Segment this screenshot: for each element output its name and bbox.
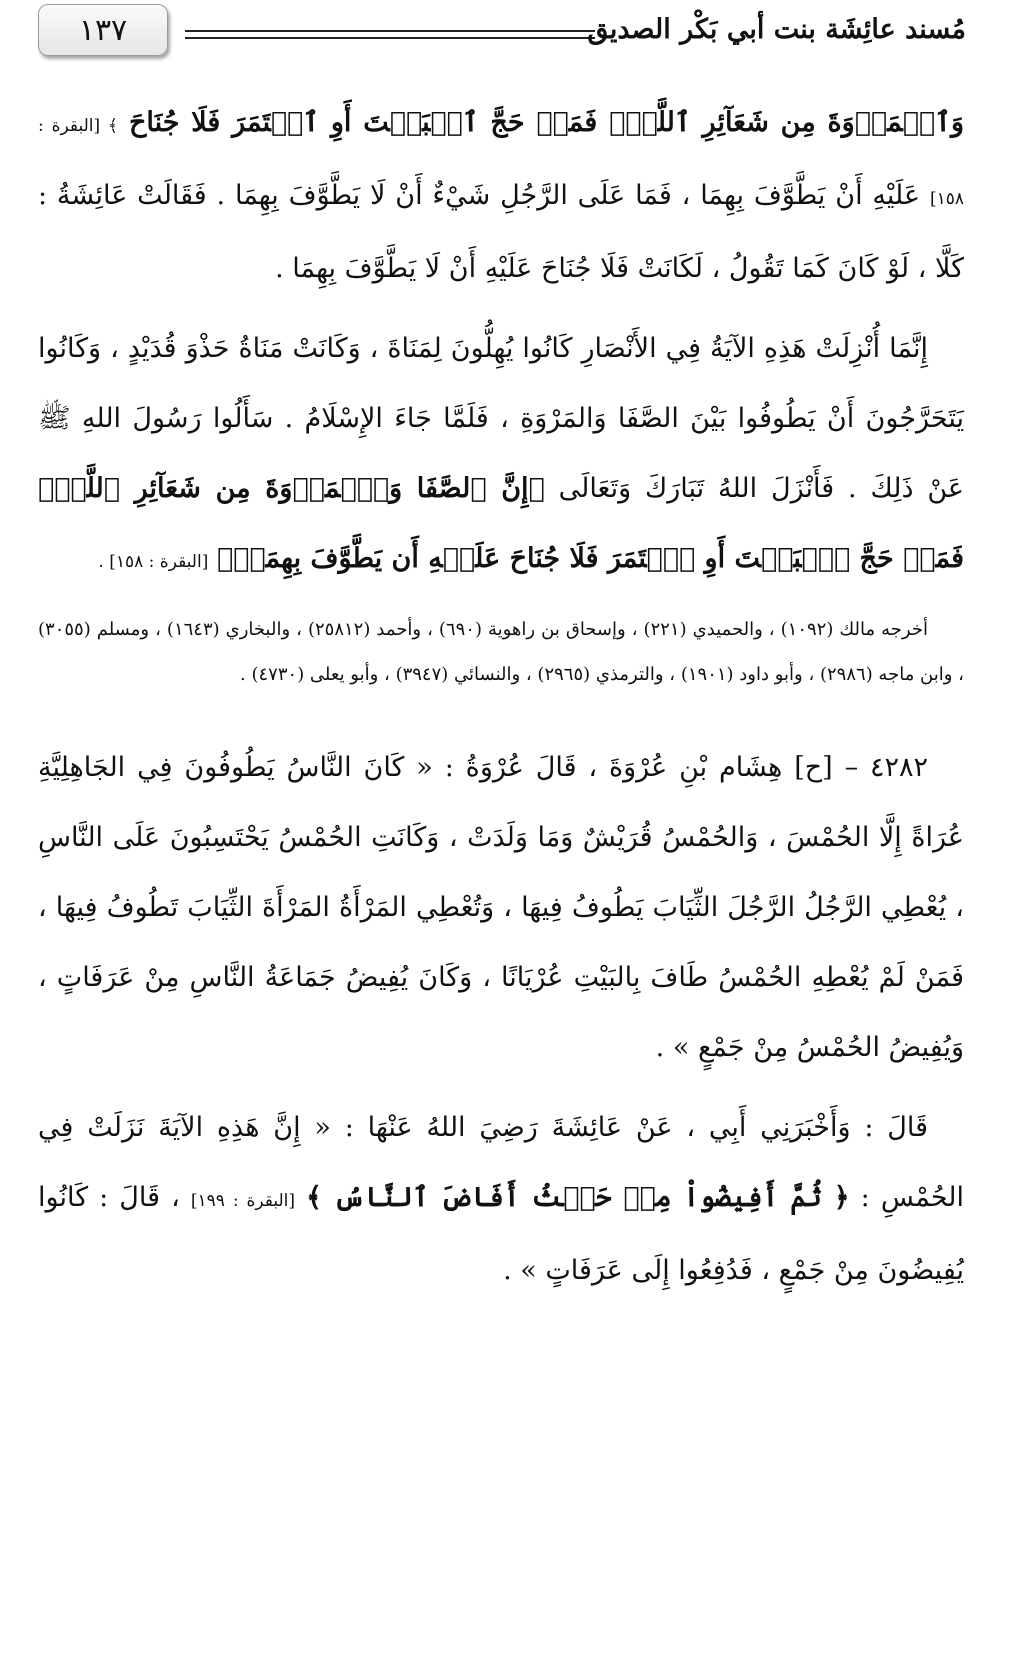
hadith-number: ٤٢٨٢ – [ح]	[794, 752, 928, 783]
paragraph-text: عَلَيْهِ أَنْ يَطَّوَّفَ بِهِمَا ، فَمَا عَلَى الرَّجُلِ شَيْءٌ أَنْ لَا يَطَّوَّفَ بِهِمَا . فَقَالَتْ عَائِشَةُ : كَلَّا ، لَوْ كَانَ كَمَا تَقُولُ ، لَكَانَتْ فَلَا جُنَاحَ عَلَيْهِ أَنْ لَا يَطَّوَّفَ بِهِمَا .	[38, 180, 964, 284]
paragraph-4	[38, 1093, 964, 1306]
page-header	[0, 0, 1010, 70]
running-title: مُسند عائِشَة بنت أبي بَكْر الصديق	[587, 14, 966, 45]
hadith-4282	[38, 733, 964, 1083]
verse-reference: [البقرة : ١٩٩]	[190, 1191, 295, 1211]
paragraph-text: ، قَالَ : كَانُوا يُفِيضُونَ مِنْ جَمْعٍ ، فَدُفِعُوا إِلَى عَرَفَاتٍ » .	[38, 1182, 964, 1286]
page-number: ١٣٧	[38, 4, 168, 56]
paragraph-1	[38, 88, 964, 304]
takhrij-footnote: أخرجه مالك (١٠٩٢) ، والحميدي (٢٢١) ، وإسحاق بن راهوية (٦٩٠) ، وأحمد (٢٥٨١٢) ، والبخاري (١٦٤٣) ، ومسلم (٣٠٥٥) ، وابن ماجه (٢٩٨٦) ، وأبو داود (١٩٠١) ، والترمذي (٢٩٦٥) ، والنسائي (٣٩٤٧) ، وأبو يعلى (٤٧٣٠) .	[38, 619, 964, 685]
paragraph-text: قَالَ : وَأَخْبَرَنِي أَبِي ، عَنْ عَائِشَةَ رَضِيَ اللهُ عَنْهَا : « إِنَّ هَذِهِ الآيَةَ نَزَلَتْ فِي الحُمْسِ :	[38, 1112, 965, 1213]
verse-reference: [البقرة : ١٥٨] .	[98, 552, 209, 572]
quran-verse: وَٱلۡمَرۡوَةَ مِن شَعَآئِرِ ٱللَّهِۖ فَمَنۡ حَجَّ ٱلۡبَيۡتَ أَوِ ٱعۡتَمَرَ فَلَا جُنَاحَ	[128, 107, 964, 138]
hadith-text: هِشَام بْنِ عُرْوَةَ ، قَالَ عُرْوَةُ : « كَانَ النَّاسُ يَطُوفُونَ فِي الجَاهِلِيَّةِ عُرَاةً إِلَّا الحُمْسَ ، وَالحُمْسُ قُرَيْشٌ وَمَا وَلَدَتْ ، وَكَانَتِ الحُمْسُ يَحْتَسِبُونَ عَلَى النَّاسِ ، يُعْطِي الرَّجُلُ الرَّجُلَ الثِّيَابَ يَطُوفُ فِيهَا ، وَتُعْطِي المَرْأَةُ المَرْأَةَ الثِّيَابَ تَطُوفُ فِيهَا ، فَمَنْ لَمْ يُعْطِهِ الحُمْسُ طَافَ بِالبَيْتِ عُرْيَانًا ، وَكَانَ يُفِيضُ جَمَاعَةُ النَّاسِ مِنْ عَرَفَاتٍ ، وَيُفِيضُ الحُمْسُ مِنْ جَمْعٍ » .	[38, 752, 964, 1063]
quran-verse: ﴿إِنَّ ٱلصَّفَا وَٱلۡمَرۡوَةَ مِن شَعَآئِرِ ٱللَّهِۖ فَمَنۡ حَجَّ ٱلۡبَيۡتَ أَوِ ٱعۡتَمَرَ فَلَا جُنَاحَ عَلَيۡهِ أَن يَطَّوَّفَ بِهِمَاۚ﴾	[38, 473, 964, 574]
page-body	[38, 88, 964, 1316]
paragraph-2	[38, 314, 964, 597]
verse-reference: ﴾ [البقرة : ١٥٨]	[38, 116, 964, 209]
header-rule-bottom	[185, 37, 595, 39]
header-rule-top	[185, 30, 595, 32]
quran-verse: ﴿ ثُمَّ أَفِيضُواْ مِنۡ حَيۡثُ أَفَاضَ ٱلنَّاسُ ﴾	[306, 1182, 850, 1213]
paragraph-text: إِنَّمَا أُنْزِلَتْ هَذِهِ الآيَةُ فِي الأَنْصَارِ كَانُوا يُهِلُّونَ لِمَنَاةَ ، وَكَانَتْ مَنَاةُ حَذْوَ قُدَيْدٍ ، وَكَانُوا يَتَحَرَّجُونَ أَنْ يَطُوفُوا بَيْنَ الصَّفَا وَالمَرْوَةِ ، فَلَمَّا جَاءَ الإِسْلَامُ . سَأَلُوا رَسُولَ اللهِ ﷺ عَنْ ذَلِكَ . فَأَنْزَلَ اللهُ تَبَارَكَ وَتَعَالَى	[38, 333, 964, 504]
